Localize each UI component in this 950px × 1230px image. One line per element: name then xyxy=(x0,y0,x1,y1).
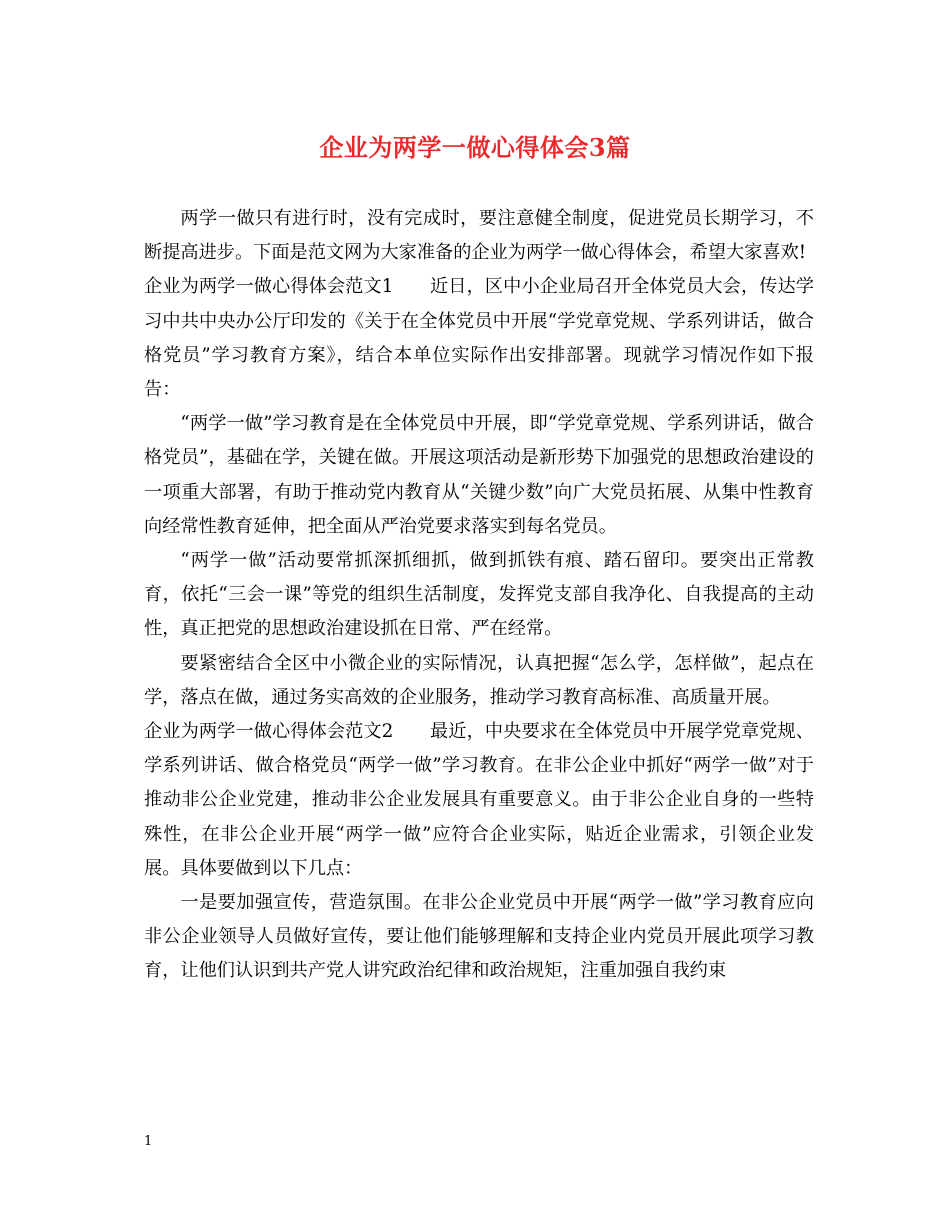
paragraph-sample-1-intro: 企业为两学一做心得体会范文1 近日，区中小企业局召开全体党员大会，传达学习中共中央办公厅印发的《关于在全体党员中开展“学党章党规、学系列讲话，做合格党员”学习教育方案》，结合本单位实际作出安排部署。现就学习情况作如下报告： xyxy=(144,276,814,401)
document-body xyxy=(144,202,814,989)
paragraph-sample-2-intro: 企业为两学一做心得体会范文2 最近，中央要求在全体党员中开展学党章党规、学系列讲话、做合格党员“两学一做”学习教育。在非公企业中抓好“两学一做”对于推动非公企业党建，推动非公企业发展具有重要意义。由于非公企业自身的一些特殊性，在非公企业开展“两学一做”应符合企业实际，贴近企业需求，引领企业发展。具体要做到以下几点： xyxy=(144,721,814,879)
paragraph-intro: 两学一做只有进行时，没有完成时，要注意健全制度，促进党员长期学习，不断提高进步。下面是范文网为大家准备的企业为两学一做心得体会，希望大家喜欢! xyxy=(144,208,814,264)
page-number: 1 xyxy=(144,1134,153,1149)
paragraph-sample-2-part-1: 一是要加强宣传，营造氛围。在非公企业党员中开展“两学一做”学习教育应向非公企业领导人员做好宣传，要让他们能够理解和支持企业内党员开展此项学习教育，让他们认识到共产党人讲究政治纪律和政治规矩，注重加强自我约束 xyxy=(144,892,814,982)
document-title: 企业为两学一做心得体会3篇 xyxy=(319,133,631,162)
paragraph-sample-1-part-2: “两学一做”活动要常抓深抓细抓，做到抓铁有痕、踏石留印。要突出正常教育，依托“三会一课”等党的组织生活制度，发挥党支部自我净化、自我提高的主动性，真正把党的思想政治建设抓在日常、严在经常。 xyxy=(144,550,814,640)
paragraph-sample-1-part-1: “两学一做”学习教育是在全体党员中开展，即“学党章党规、学系列讲话，做合格党员”，基础在学，关键在做。开展这项活动是新形势下加强党的思想政治建设的一项重大部署，有助于推动党内教育从“关键少数”向广大党员拓展、从集中性教育向经常性教育延伸，把全面从严治党要求落实到每名党员。 xyxy=(144,413,814,537)
paragraph-sample-1-part-3: 要紧密结合全区中小微企业的实际情况，认真把握“怎么学，怎样做”，起点在学，落点在做，通过务实高效的企业服务，推动学习教育高标准、高质量开展。 xyxy=(144,652,814,708)
